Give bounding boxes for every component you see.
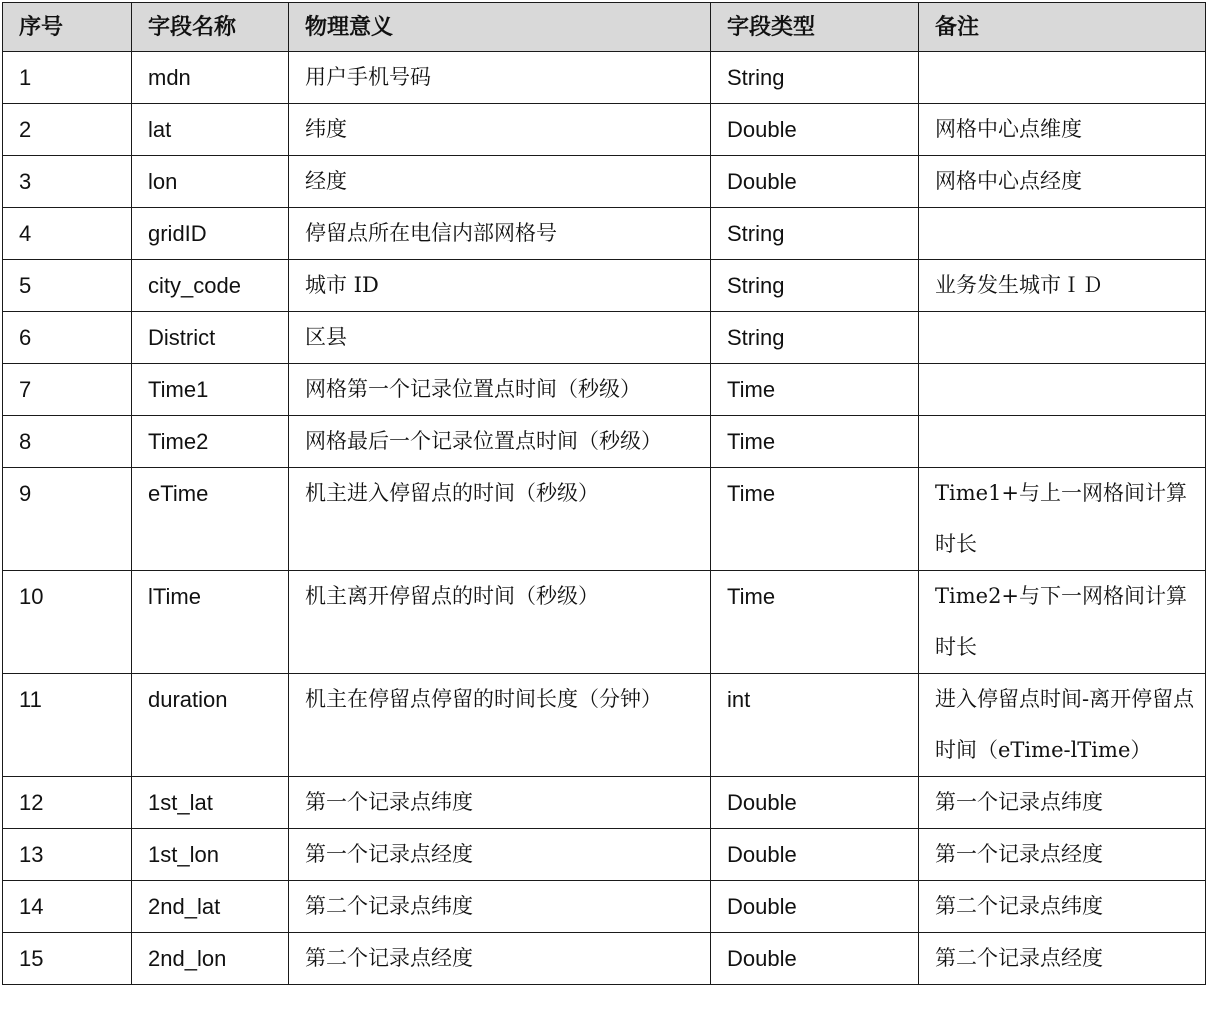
cell-note xyxy=(919,364,1206,416)
cell-field: lon xyxy=(132,156,289,208)
cell-field: lTime xyxy=(132,571,289,674)
cell-field: city_code xyxy=(132,260,289,312)
header-cell-meaning: 物理意义 xyxy=(289,3,711,52)
cell-meaning: 区县 xyxy=(289,312,711,364)
cell-meaning: 网格第一个记录位置点时间（秒级） xyxy=(289,364,711,416)
cell-note xyxy=(919,416,1206,468)
table-row xyxy=(3,312,1206,364)
cell-no: 9 xyxy=(3,468,132,571)
cell-field: 2nd_lat xyxy=(132,881,289,933)
table-row xyxy=(3,104,1206,156)
header-cell-field: 字段名称 xyxy=(132,3,289,52)
table-row xyxy=(3,571,1206,674)
header-cell-no: 序号 xyxy=(3,3,132,52)
cell-no: 13 xyxy=(3,829,132,881)
table-row xyxy=(3,777,1206,829)
cell-note xyxy=(919,208,1206,260)
cell-no: 10 xyxy=(3,571,132,674)
table-row xyxy=(3,208,1206,260)
table-row xyxy=(3,829,1206,881)
cell-note: 进入停留点时间-离开停留点时间（eTime-lTime） xyxy=(919,674,1206,777)
table-row xyxy=(3,156,1206,208)
cell-field: District xyxy=(132,312,289,364)
cell-note xyxy=(919,312,1206,364)
cell-meaning: 机主离开停留点的时间（秒级） xyxy=(289,571,711,674)
cell-type: Double xyxy=(711,104,919,156)
cell-meaning: 第二个记录点经度 xyxy=(289,933,711,985)
cell-meaning: 用户手机号码 xyxy=(289,52,711,104)
cell-field: lat xyxy=(132,104,289,156)
cell-type: int xyxy=(711,674,919,777)
cell-type: Double xyxy=(711,829,919,881)
cell-note: 第一个记录点纬度 xyxy=(919,777,1206,829)
cell-meaning: 纬度 xyxy=(289,104,711,156)
cell-type: String xyxy=(711,52,919,104)
cell-no: 11 xyxy=(3,674,132,777)
cell-meaning: 机主进入停留点的时间（秒级） xyxy=(289,468,711,571)
table-row xyxy=(3,364,1206,416)
cell-no: 12 xyxy=(3,777,132,829)
table-header-row xyxy=(3,3,1206,52)
table-body xyxy=(3,52,1206,985)
cell-no: 5 xyxy=(3,260,132,312)
table-row xyxy=(3,468,1206,571)
cell-meaning: 网格最后一个记录位置点时间（秒级） xyxy=(289,416,711,468)
cell-note: 第二个记录点经度 xyxy=(919,933,1206,985)
table-row xyxy=(3,260,1206,312)
cell-meaning: 停留点所在电信内部网格号 xyxy=(289,208,711,260)
cell-note xyxy=(919,52,1206,104)
cell-meaning: 第一个记录点纬度 xyxy=(289,777,711,829)
cell-no: 6 xyxy=(3,312,132,364)
cell-meaning: 第二个记录点纬度 xyxy=(289,881,711,933)
cell-note: Time1+与上一网格间计算时长 xyxy=(919,468,1206,571)
cell-field: Time1 xyxy=(132,364,289,416)
field-definition-table xyxy=(2,2,1206,985)
table-row xyxy=(3,674,1206,777)
cell-field: Time2 xyxy=(132,416,289,468)
cell-type: Double xyxy=(711,881,919,933)
cell-no: 1 xyxy=(3,52,132,104)
cell-note: 业务发生城市ＩＤ xyxy=(919,260,1206,312)
cell-no: 14 xyxy=(3,881,132,933)
cell-no: 4 xyxy=(3,208,132,260)
cell-field: 1st_lat xyxy=(132,777,289,829)
cell-no: 15 xyxy=(3,933,132,985)
cell-note: 网格中心点维度 xyxy=(919,104,1206,156)
cell-meaning: 第一个记录点经度 xyxy=(289,829,711,881)
header-cell-note: 备注 xyxy=(919,3,1206,52)
cell-type: Time xyxy=(711,571,919,674)
cell-type: String xyxy=(711,260,919,312)
table-row xyxy=(3,416,1206,468)
cell-meaning: 机主在停留点停留的时间长度（分钟） xyxy=(289,674,711,777)
cell-type: Double xyxy=(711,156,919,208)
cell-type: Double xyxy=(711,777,919,829)
cell-note: Time2+与下一网格间计算时长 xyxy=(919,571,1206,674)
cell-field: 1st_lon xyxy=(132,829,289,881)
cell-type: Time xyxy=(711,416,919,468)
header-cell-type: 字段类型 xyxy=(711,3,919,52)
cell-field: eTime xyxy=(132,468,289,571)
cell-field: mdn xyxy=(132,52,289,104)
cell-meaning: 经度 xyxy=(289,156,711,208)
cell-no: 3 xyxy=(3,156,132,208)
cell-meaning: 城市 ID xyxy=(289,260,711,312)
cell-field: gridID xyxy=(132,208,289,260)
cell-note: 第一个记录点经度 xyxy=(919,829,1206,881)
cell-field: 2nd_lon xyxy=(132,933,289,985)
cell-type: String xyxy=(711,312,919,364)
cell-type: Double xyxy=(711,933,919,985)
table-row xyxy=(3,52,1206,104)
cell-type: Time xyxy=(711,364,919,416)
cell-note: 第二个记录点纬度 xyxy=(919,881,1206,933)
cell-no: 7 xyxy=(3,364,132,416)
cell-type: Time xyxy=(711,468,919,571)
cell-type: String xyxy=(711,208,919,260)
table-row xyxy=(3,933,1206,985)
table-row xyxy=(3,881,1206,933)
cell-field: duration xyxy=(132,674,289,777)
cell-no: 8 xyxy=(3,416,132,468)
cell-note: 网格中心点经度 xyxy=(919,156,1206,208)
cell-no: 2 xyxy=(3,104,132,156)
